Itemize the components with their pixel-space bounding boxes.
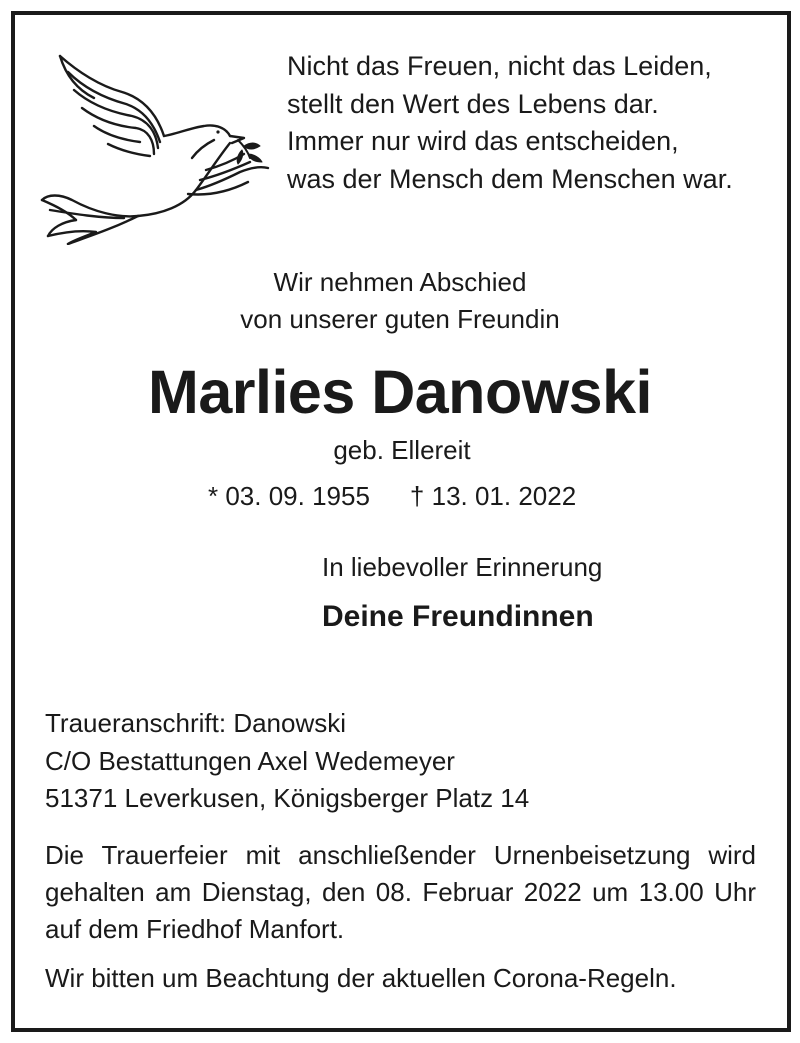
poem-line: was der Mensch dem Menschen war. — [287, 163, 733, 194]
poem-line: Nicht das Freuen, nicht das Leiden, — [287, 51, 712, 81]
poem — [287, 48, 733, 198]
farewell-intro — [0, 264, 800, 338]
address-line-2: C/O Bestattungen Axel Wedemeyer — [45, 745, 455, 776]
maiden-name: geb. Ellereit — [333, 435, 471, 465]
poem-line: Immer nur wird das entscheiden, — [287, 126, 679, 156]
ceremony-paragraph: Die Trauerfeier mit anschließender Urnenbeisetzung wird gehalten am Dienstag, den 08. Februar 2022 um 13.00 Uhr auf dem Friedhof Manfort. — [45, 840, 756, 944]
poem-line: stellt den Wert des Lebens dar. — [287, 88, 659, 119]
address-line-1: Traueranschrift: Danowski — [45, 708, 347, 738]
intro-line-1: Wir nehmen Abschied — [273, 267, 527, 297]
signoff: Deine Freundinnen — [322, 600, 594, 633]
corona-notice: Wir bitten um Beachtung der aktuellen Corona-Regeln. — [45, 963, 677, 993]
birth-date: * 03. 09. 1955 — [208, 481, 370, 511]
memory-line: In liebevoller Erinnerung — [322, 552, 603, 582]
dove-icon — [38, 50, 278, 245]
address-line-3: 51371 Leverkusen, Königsberger Platz 14 — [45, 783, 530, 813]
intro-line-2: von unserer guten Freundin — [240, 304, 560, 334]
life-dates — [208, 478, 576, 514]
death-date: † 13. 01. 2022 — [409, 481, 577, 511]
deceased-name: Marlies Danowski — [148, 358, 652, 426]
mourning-address — [45, 705, 529, 818]
